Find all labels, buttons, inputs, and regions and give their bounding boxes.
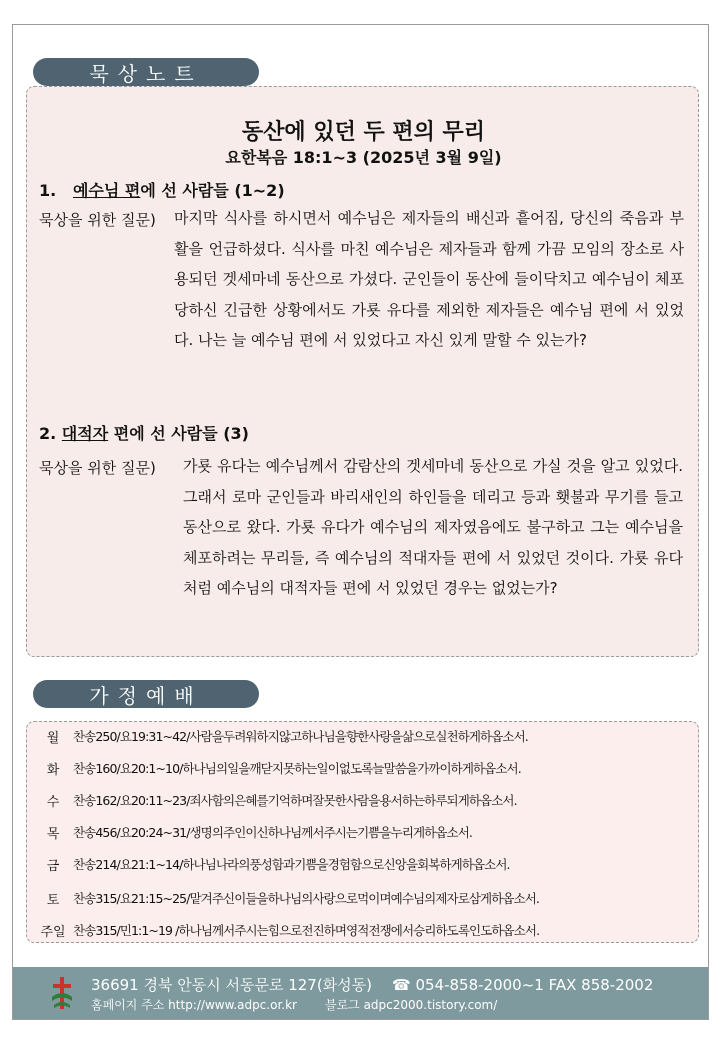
day-label: 금: [46, 858, 60, 874]
part2-heading: [39, 421, 249, 444]
footer-contact-line: [91, 974, 653, 995]
part2-rest: 편에 선 사람들 (3): [113, 424, 249, 443]
part2-question: 가룟 유다는 예수님께서 감람산의 겟세마네 동산으로 가실 것을 알고 있었다. 그래서 로마 군인들과 바리새인의 하인들을 데리고 등과 횃불과 무기를 들고 동산으로 왔다. 가룟 유다가 예수님의 제자였음에도 불구하고 그는 예수님을 체포하려는 무리들, 즉 예수님의 적대자들 편에 서 있었던 것이다. 가룟 유다처럼 예수님의 대적자들 편에 서 있었던 경우는 없었는가?: [183, 457, 683, 597]
day-label: 토: [46, 892, 60, 908]
worship-entry: 찬송315/요21:15~25/맡겨주신이들을하나님의사랑으로먹이며예수님의제자로삼게하옵소서.: [73, 891, 540, 906]
family-worship-row: [33, 758, 521, 778]
worship-entry: 찬송250/요19:31~42/사람을두려워하지않고하나님을향한사랑을삶으로실천하게하옵소서.: [73, 729, 528, 744]
part1-question: 마지막 식사를 하시면서 예수님은 제자들의 배신과 흩어짐, 당신의 죽음과 부활을 언급하셨다. 식사를 마친 예수님은 제자들과 함께 가끔 모임의 장소로 사용되던 겟세마네 동산으로 가셨다. 군인들이 동산에 들이닥치고 예수님이 체포당하신 긴급한 상황에서도 가룟 유다를 제외한 제자들은 예수님 편에 서 있었다. 나는 늘 예수님 편에 서 있었다고 자신 있게 말할 수 있는가?: [174, 209, 684, 349]
worship-entry: 찬송160/요20:1~10/하나님의일을깨닫지못하는일이없도록늘말씀을가까이하게하옵소서.: [73, 761, 521, 776]
part2-question-label: 묵상을 위한 질문): [39, 459, 156, 477]
family-worship-panel: [26, 721, 699, 943]
day-label: 목: [46, 826, 60, 842]
blog-link[interactable]: 블로그 adpc2000.tistory.com/: [324, 998, 498, 1012]
footer-web-line: [91, 996, 497, 1013]
family-worship-row: [33, 854, 510, 874]
homepage-link[interactable]: 홈페이지 주소 http://www.adpc.or.kr: [91, 998, 297, 1012]
church-phone: ☎ 054-858-2000~1 FAX 858-2002: [392, 976, 654, 994]
family-worship-section-tab: 가정예배: [33, 680, 259, 708]
part1-heading: [39, 178, 285, 201]
day-label: 화: [46, 762, 60, 778]
family-worship-row: [33, 888, 539, 908]
worship-entry: 찬송456/요20:24~31/생명의주인이신하나님께서주시는기쁨을누리게하옵소서.: [73, 825, 472, 840]
meditation-panel: [26, 86, 699, 657]
worship-entry: 찬송315/민1:1~19 /하나님께서주시는힘으로전진하며영적전쟁에서승리하도록인도하옵소서.: [73, 923, 540, 938]
church-cross-logo-icon: [49, 975, 75, 1011]
part1-question-label: 묵상을 위한 질문): [39, 211, 156, 229]
part1-number: 1.: [39, 181, 57, 200]
part2-number: 2.: [39, 424, 57, 443]
family-worship-row: [33, 822, 472, 842]
family-worship-row: [33, 726, 528, 746]
part1-subject: 예수님 편: [72, 181, 141, 200]
day-label: 수: [46, 794, 60, 810]
day-label: 월: [46, 730, 60, 746]
church-footer: [13, 967, 708, 1019]
sermon-title: 동산에 있던 두 편의 무리: [241, 120, 486, 145]
church-address: 36691 경북 안동시 서동문로 127(화성동): [91, 976, 373, 994]
meditation-section-tab: 묵상노트: [33, 58, 259, 86]
worship-entry: 찬송162/요20:11~23/죄사함의은혜를기억하며잘못한사람을용서하는하루되게하옵소서.: [73, 793, 517, 808]
scripture-reference: 요한복음 18:1~3 (2025년 3월 9일): [225, 148, 502, 167]
part1-rest: 에 선 사람들 (1~2): [140, 181, 285, 200]
day-label: 주일: [40, 924, 66, 940]
family-worship-row: [33, 920, 539, 940]
family-worship-row: [33, 790, 517, 810]
worship-entry: 찬송214/요21:1~14/하나님나라의풍성함과기쁨을경험함으로신앙을회복하게하옵소서.: [73, 857, 510, 872]
part2-subject: 대적자: [61, 424, 109, 443]
